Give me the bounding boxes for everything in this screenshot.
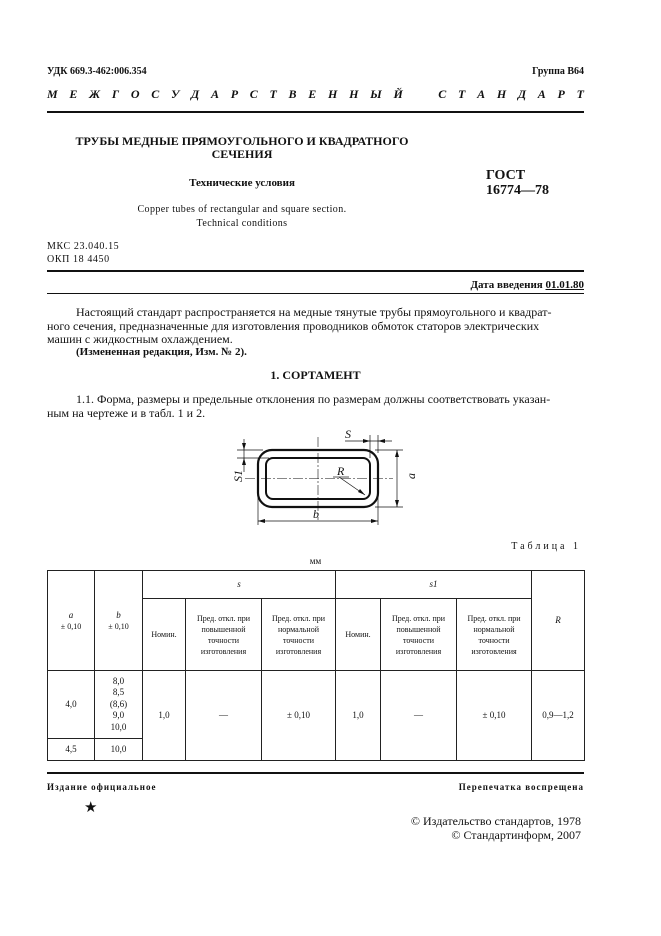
english-title [47, 203, 437, 231]
cross-section-drawing [225, 425, 425, 537]
drawing-label-s: S [345, 427, 351, 441]
cell-r: 0,9—1,2 [532, 671, 585, 761]
banner-letter: У [170, 87, 180, 101]
banner-letter: Т [576, 87, 584, 101]
a-arrow-1 [395, 450, 399, 457]
english-title-line-2: Technical conditions [196, 218, 288, 229]
table-row [48, 671, 585, 739]
header-s1-high-precision: Пред. откл. при повышенной точности изготовления [381, 599, 457, 671]
banner-gap [415, 87, 427, 103]
cell-b-value: 10,0 [95, 739, 143, 761]
s-arrow-1 [363, 439, 370, 443]
header-b-tolerance: ± 0,10 [108, 621, 129, 631]
banner-letter: М [47, 87, 58, 101]
cell-b-value: 10,0 [110, 721, 127, 732]
introduction-date [470, 279, 584, 291]
banner-letter: Н [496, 87, 507, 101]
header-s-normal-precision: Пред. откл. при нормальной точности изготовления [262, 599, 336, 671]
date-rule [47, 293, 584, 294]
cell-s-normal: ± 0,10 [262, 671, 336, 761]
title-rule [47, 270, 584, 272]
clause-1-1 [47, 393, 584, 420]
drawing-label-r: R [337, 464, 345, 478]
banner-letter: Г [111, 87, 120, 101]
s-arrow-2 [378, 439, 385, 443]
amendment-note: (Измененная редакция, Изм. № 2). [76, 346, 247, 358]
footer-rule [47, 772, 584, 774]
header-b-symbol: b [116, 609, 121, 620]
table-unit: мм [309, 556, 322, 566]
cell-b-value: 8,5 [112, 687, 125, 698]
banner-letter: Т [458, 87, 466, 101]
mks-code: МКС 23.040.15 [47, 241, 120, 252]
copyright-line-1: © Издательство стандартов, 1978 [410, 814, 581, 828]
section-heading: 1. СОРТАМЕНТ [270, 368, 361, 382]
header-r: R [532, 571, 585, 671]
star-mark: ★ [84, 800, 98, 816]
banner-letter: О [130, 87, 140, 101]
banner-letter: Н [328, 87, 338, 101]
banner-letter: С [249, 87, 258, 101]
clause-line-1: 1.1. Форма, размеры и предельные отклонения по размерам должны соответствовать указан- [76, 392, 551, 406]
banner-letter: Й [393, 87, 403, 101]
dimensions-table [47, 570, 585, 761]
official-edition: Издание официальное [47, 782, 157, 792]
cell-s-nomin: 1,0 [143, 671, 186, 761]
cell-s1-high: — [381, 671, 457, 761]
banner-letter: Е [308, 87, 317, 101]
header-s1-normal-precision: Пред. откл. при нормальной точности изготовления [457, 599, 532, 671]
cell-s1-nomin: 1,0 [336, 671, 381, 761]
gost-label: ГОСТ [486, 168, 526, 183]
header-s: s [143, 571, 336, 599]
header-b [95, 571, 143, 671]
group-code: Группа В64 [532, 66, 584, 77]
header-s1-nomin: Номин. [336, 599, 381, 671]
banner-letter: В [288, 87, 297, 101]
header-a [48, 571, 95, 671]
gost-number: 16774—78 [486, 183, 549, 198]
introduction-date-label: Дата введения [470, 279, 543, 291]
header-a-tolerance: ± 0,10 [60, 621, 82, 631]
table-caption: Таблица 1 [511, 541, 581, 552]
title-line-1: ТРУБЫ МЕДНЫЕ ПРЯМОУГОЛЬНОГО И КВАДРАТНОГО [75, 134, 409, 148]
cell-b-value: 8,0 [112, 675, 125, 686]
gost-designation [486, 168, 549, 198]
clause-line-2: ным на чертеже и в табл. 1 и 2. [47, 405, 206, 420]
header-a-symbol: a [68, 609, 74, 620]
document-subtitle: Технические условия [189, 177, 295, 189]
introduction-date-value: 01.01.80 [545, 279, 584, 291]
banner-letter: А [210, 87, 219, 101]
scope-line-3: машин с жидкостным охлаждением. [47, 332, 233, 346]
banner-letter: С [151, 87, 160, 101]
banner-letter: Р [230, 87, 239, 101]
s1-arrow-2 [242, 458, 246, 465]
header-s1: s1 [336, 571, 532, 599]
drawing-label-s1: S1 [231, 470, 245, 482]
scope-paragraph [47, 306, 584, 347]
banner-letter: А [477, 87, 486, 101]
classification-codes [47, 240, 119, 266]
banner-letter: А [537, 87, 546, 101]
udk-code: УДК 669.3-462:006.354 [47, 66, 147, 77]
banner-letter: Ы [370, 87, 382, 101]
r-arrow [358, 489, 365, 495]
cell-b-value: 9,0 [112, 710, 125, 721]
b-arrow-1 [258, 519, 265, 523]
banner-letter: Е [69, 87, 78, 101]
reprint-prohibited: Перепечатка воспрещена [458, 782, 584, 792]
okp-code: ОКП 18 4450 [47, 254, 110, 265]
header-s-nomin: Номин. [143, 599, 186, 671]
banner-letter: Т [269, 87, 277, 101]
a-arrow-2 [395, 500, 399, 507]
english-title-line-1: Copper tubes of rectangular and square section. [137, 204, 347, 215]
copyright-block [411, 814, 581, 842]
banner-letter: Н [349, 87, 359, 101]
cell-a: 4,0 [48, 671, 95, 739]
banner-letter: Д [517, 87, 527, 101]
banner-letter: Р [557, 87, 565, 101]
drawing-label-a: a [404, 473, 418, 479]
banner-letter: Д [191, 87, 200, 101]
header-s-high-precision: Пред. откл. при повышенной точности изготовления [186, 599, 262, 671]
scope-line-1: Настоящий стандарт распространяется на медные тянутые трубы прямоугольного и квадрат- [76, 305, 552, 319]
cell-b-value: (8,6) [109, 698, 128, 709]
banner-letter: Ж [89, 87, 101, 101]
cell-s-high: — [186, 671, 262, 761]
table-header-row-1 [48, 571, 585, 599]
b-arrow-2 [371, 519, 378, 523]
cell-s1-normal: ± 0,10 [457, 671, 532, 761]
header-rule [47, 111, 584, 113]
copyright-line-2: © Стандартинформ, 2007 [451, 828, 581, 842]
scope-line-2: ного сечения, предназначенные для изготовления проводников обмоток статоров электрических [47, 318, 540, 333]
drawing-label-b: b [313, 507, 319, 521]
document-title [47, 135, 437, 161]
banner-letter: С [438, 87, 447, 101]
cell-a: 4,5 [48, 739, 95, 761]
standard-banner [47, 87, 584, 103]
s1-arrow-1 [242, 443, 246, 450]
title-line-2: СЕЧЕНИЯ [211, 147, 273, 161]
cell-b-list [95, 671, 143, 739]
